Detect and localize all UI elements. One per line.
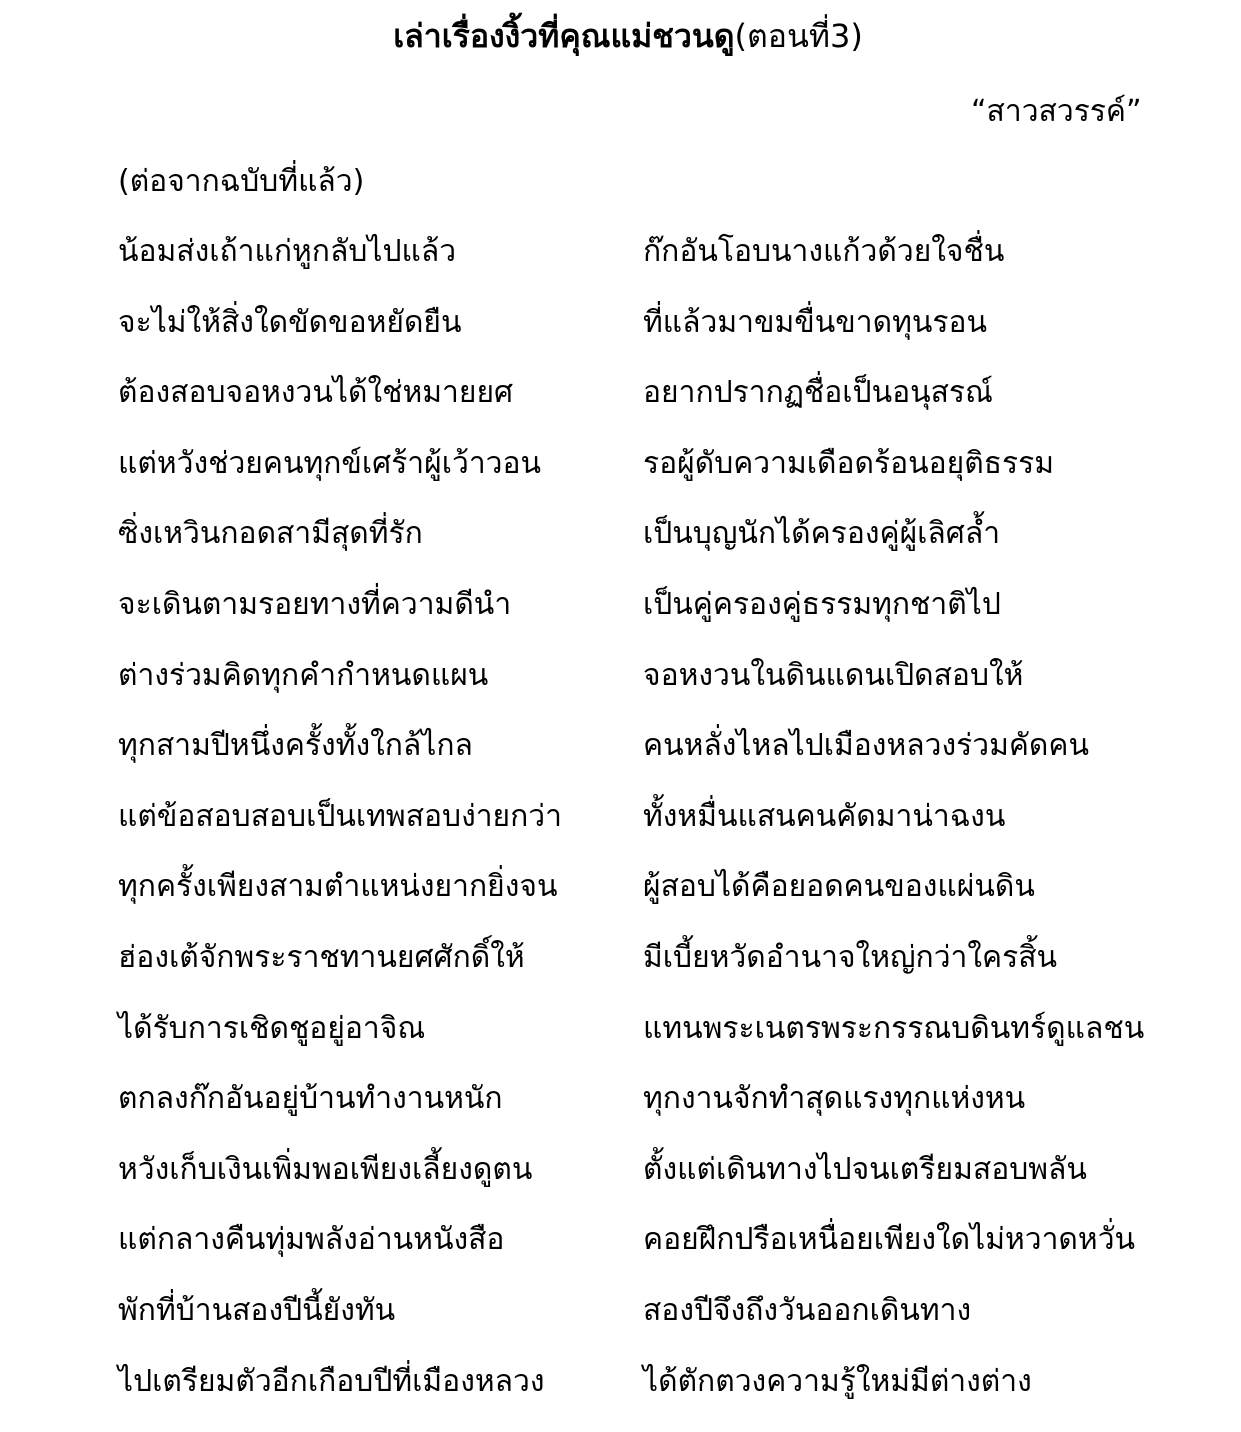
verse-left: แต่หวังช่วยคนทุกข์เศร้าผู้เว้าวอน (118, 444, 541, 484)
verse-left: แต่กลางคืนทุ่มพลังอ่านหนังสือ (118, 1220, 504, 1260)
verse-row (118, 373, 1218, 444)
verse-left: น้อมส่งเถ้าแก่หูกลับไปแล้ว (118, 232, 456, 272)
verse-left: แต่ข้อสอบสอบเป็นเทพสอบง่ายกว่า (118, 797, 562, 837)
verse-row (118, 303, 1218, 374)
verse-left: ทุกครั้งเพียงสามตำแหน่งยากยิ่งจน (118, 867, 557, 907)
title-episode: (ตอนที่3) (735, 17, 863, 55)
verse-left: ซิ่งเหวินกอดสามีสุดที่รัก (118, 514, 423, 554)
verse-right: อยากปรากฏชื่อเป็นอนุสรณ์ (643, 373, 993, 413)
verse-row (118, 1079, 1218, 1150)
verse-row (118, 726, 1218, 797)
verse-row (118, 585, 1218, 656)
verse-right: ได้ตักตวงความรู้ใหม่มีต่างต่าง (643, 1362, 1032, 1402)
verse-row (118, 656, 1218, 727)
verse-left: ต่างร่วมคิดทุกคำกำหนดแผน (118, 656, 488, 696)
title-main: เล่าเรื่องงิ้วที่คุณแม่ชวนดู (393, 17, 734, 55)
verse-row (118, 1362, 1218, 1432)
verse-left: หวังเก็บเงินเพิ่มพอเพียงเลี้ยงดูตน (118, 1150, 532, 1190)
verse-right: จอหงวนในดินแดนเปิดสอบให้ (643, 656, 1023, 696)
verse-right: คนหลั่งไหลไปเมืองหลวงร่วมคัดคน (643, 726, 1089, 766)
verse-left: ต้องสอบจอหงวนได้ใช่หมายยศ (118, 373, 513, 413)
verse-right: ผู้สอบได้คือยอดคนของแผ่นดิน (643, 867, 1035, 907)
verse-row (118, 867, 1218, 938)
author-byline: “สาวสวรรค์” (971, 92, 1142, 132)
verse-right: ก๊กอันโอบนางแก้วด้วยใจชื่น (643, 232, 1004, 272)
verse-right: ตั้งแต่เดินทางไปจนเตรียมสอบพลัน (643, 1150, 1087, 1190)
poem-body (118, 232, 1218, 1432)
verse-right: เป็นบุญนักได้ครองคู่ผู้เลิศล้ำ (643, 514, 1000, 554)
verse-row (118, 514, 1218, 585)
verse-right: สองปีจึงถึงวันออกเดินทาง (643, 1291, 971, 1331)
verse-left: จะเดินตามรอยทางที่ความดีนำ (118, 585, 511, 625)
page-title (0, 14, 1241, 58)
verse-left: ทุกสามปีหนึ่งครั้งทั้งใกล้ไกล (118, 726, 473, 766)
continuation-note: (ต่อจากฉบับที่แล้ว) (118, 162, 364, 202)
verse-left: ไปเตรียมตัวอีกเกือบปีที่เมืองหลวง (118, 1362, 545, 1402)
verse-right: มีเบี้ยหวัดอำนาจใหญ่กว่าใครสิ้น (643, 938, 1057, 978)
verse-row (118, 938, 1218, 1009)
verse-right: ทั้งหมื่นแสนคนคัดมาน่าฉงน (643, 797, 1005, 837)
verse-right: รอผู้ดับความเดือดร้อนอยุติธรรม (643, 444, 1054, 484)
verse-left: ฮ่องเต้จักพระราชทานยศศักดิ์ให้ (118, 938, 525, 978)
verse-row (118, 1150, 1218, 1221)
verse-row (118, 444, 1218, 515)
verse-right: เป็นคู่ครองคู่ธรรมทุกชาติไป (643, 585, 1001, 625)
verse-left: ตกลงก๊กอันอยู่บ้านทำงานหนัก (118, 1079, 503, 1119)
verse-row (118, 1220, 1218, 1291)
verse-row (118, 1009, 1218, 1080)
verse-right: แทนพระเนตรพระกรรณบดินทร์ดูแลชน (643, 1009, 1144, 1049)
verse-left: ได้รับการเชิดชูอยู่อาจิณ (118, 1009, 425, 1049)
verse-row (118, 1291, 1218, 1362)
verse-row (118, 232, 1218, 303)
verse-right: ที่แล้วมาขมขื่นขาดทุนรอน (643, 303, 987, 343)
verse-left: พักที่บ้านสองปีนี้ยังทัน (118, 1291, 395, 1331)
verse-left: จะไม่ให้สิ่งใดขัดขอหยัดยืน (118, 303, 462, 343)
verse-row (118, 797, 1218, 868)
verse-right: ทุกงานจักทำสุดแรงทุกแห่งหน (643, 1079, 1025, 1119)
verse-right: คอยฝึกปรือเหนื่อยเพียงใดไม่หวาดหวั่น (643, 1220, 1135, 1260)
